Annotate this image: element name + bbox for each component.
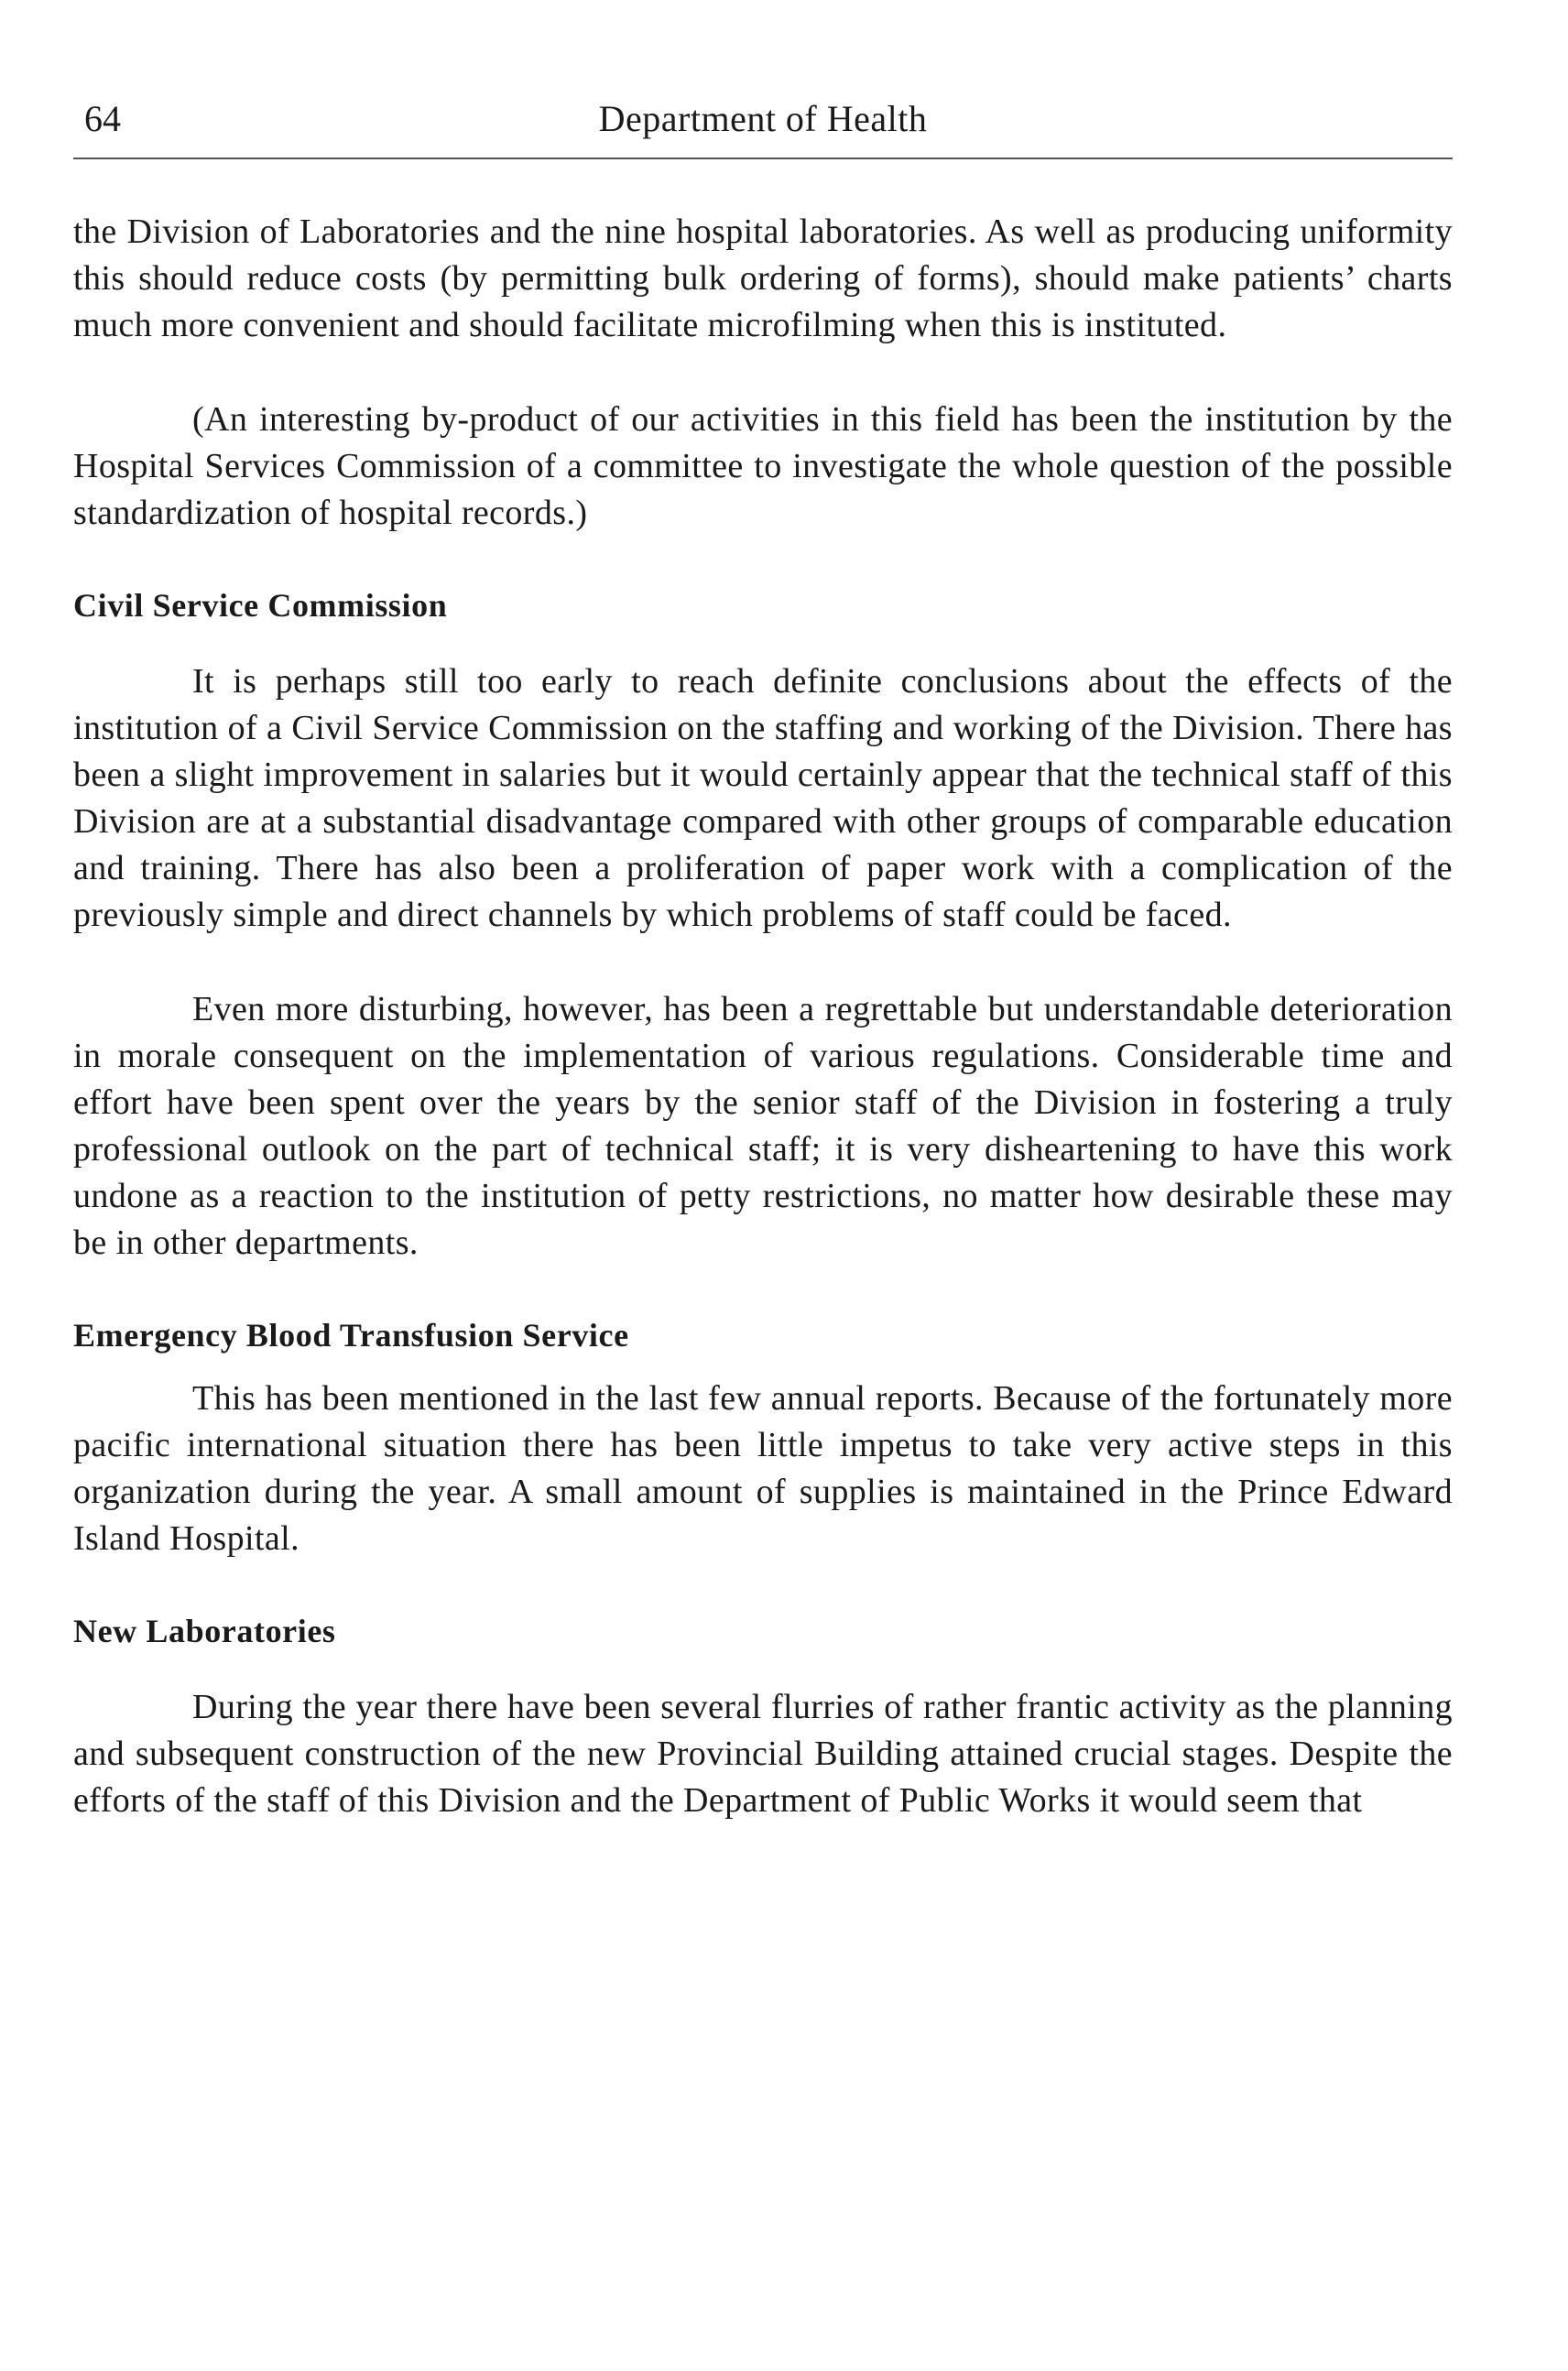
- paragraph-civil-service: It is perhaps still too early to reach definite conclusions about the effects of the institution of a Civil Service Commission on the staffing and working of the Division. There has been a slight improvement in salaries but it would certainly appear that the technical staff of this Division are at a substantial disadvantage compared with other groups of comparable education and training. There has also been a proliferation of paper work with a complication of the previously simple and direct channels by which problems of staff could be faced.: [73, 662, 1453, 934]
- header-rule: [73, 158, 1453, 159]
- heading-blood-transfusion: Emergency Blood Transfusion Service: [73, 1317, 629, 1354]
- paragraph-blood-transfusion: This has been mentioned in the last few annual reports. Because of the fortunately more pacific international situation there has been little impetus to take very active steps in this organization during the year. A small amount of supplies is maintained in the Prince Edward Island Hospital.: [73, 1379, 1453, 1558]
- body-text: [73, 209, 1453, 1824]
- page-number: 64: [84, 98, 121, 139]
- paragraph-new-laboratories: During the year there have been several flurries of rather frantic activity as the planning and subsequent construction of the new Provincial Building attained crucial stages. Despite the efforts of the staff of this Division and the Department of Public Works it would seem that: [73, 1688, 1453, 1820]
- page-header: [73, 92, 1453, 147]
- heading-civil-service: Civil Service Commission: [73, 587, 448, 624]
- running-head: Department of Health: [598, 98, 928, 139]
- paragraph-morale: Even more disturbing, however, has been a regrettable but understandable deterioration in morale consequent on the implementation of various regulations. Considerable time and effort have been spent over the years by the senior staff of the Division in fostering a truly professional outlook on the part of technical staff; it is very disheartening to have this work undone as a reaction to the institution of petty restrictions, no matter how desirable these may be in other departments.: [73, 990, 1453, 1262]
- paragraph-continuation: the Division of Laboratories and the nine hospital laboratories. As well as producing uniformity this should reduce costs (by permitting bulk ordering of forms), should make patients’ charts much more convenient and should facilitate microfilming when this is instituted.: [73, 212, 1453, 344]
- heading-new-laboratories: New Laboratories: [73, 1613, 336, 1649]
- document-page: [73, 0, 1453, 2371]
- paragraph-standardization-note: (An interesting by-product of our activities in this field has been the institution by the Hospital Services Commission of a committee to investigate the whole question of the possible standardization of hospital records.): [73, 400, 1453, 532]
